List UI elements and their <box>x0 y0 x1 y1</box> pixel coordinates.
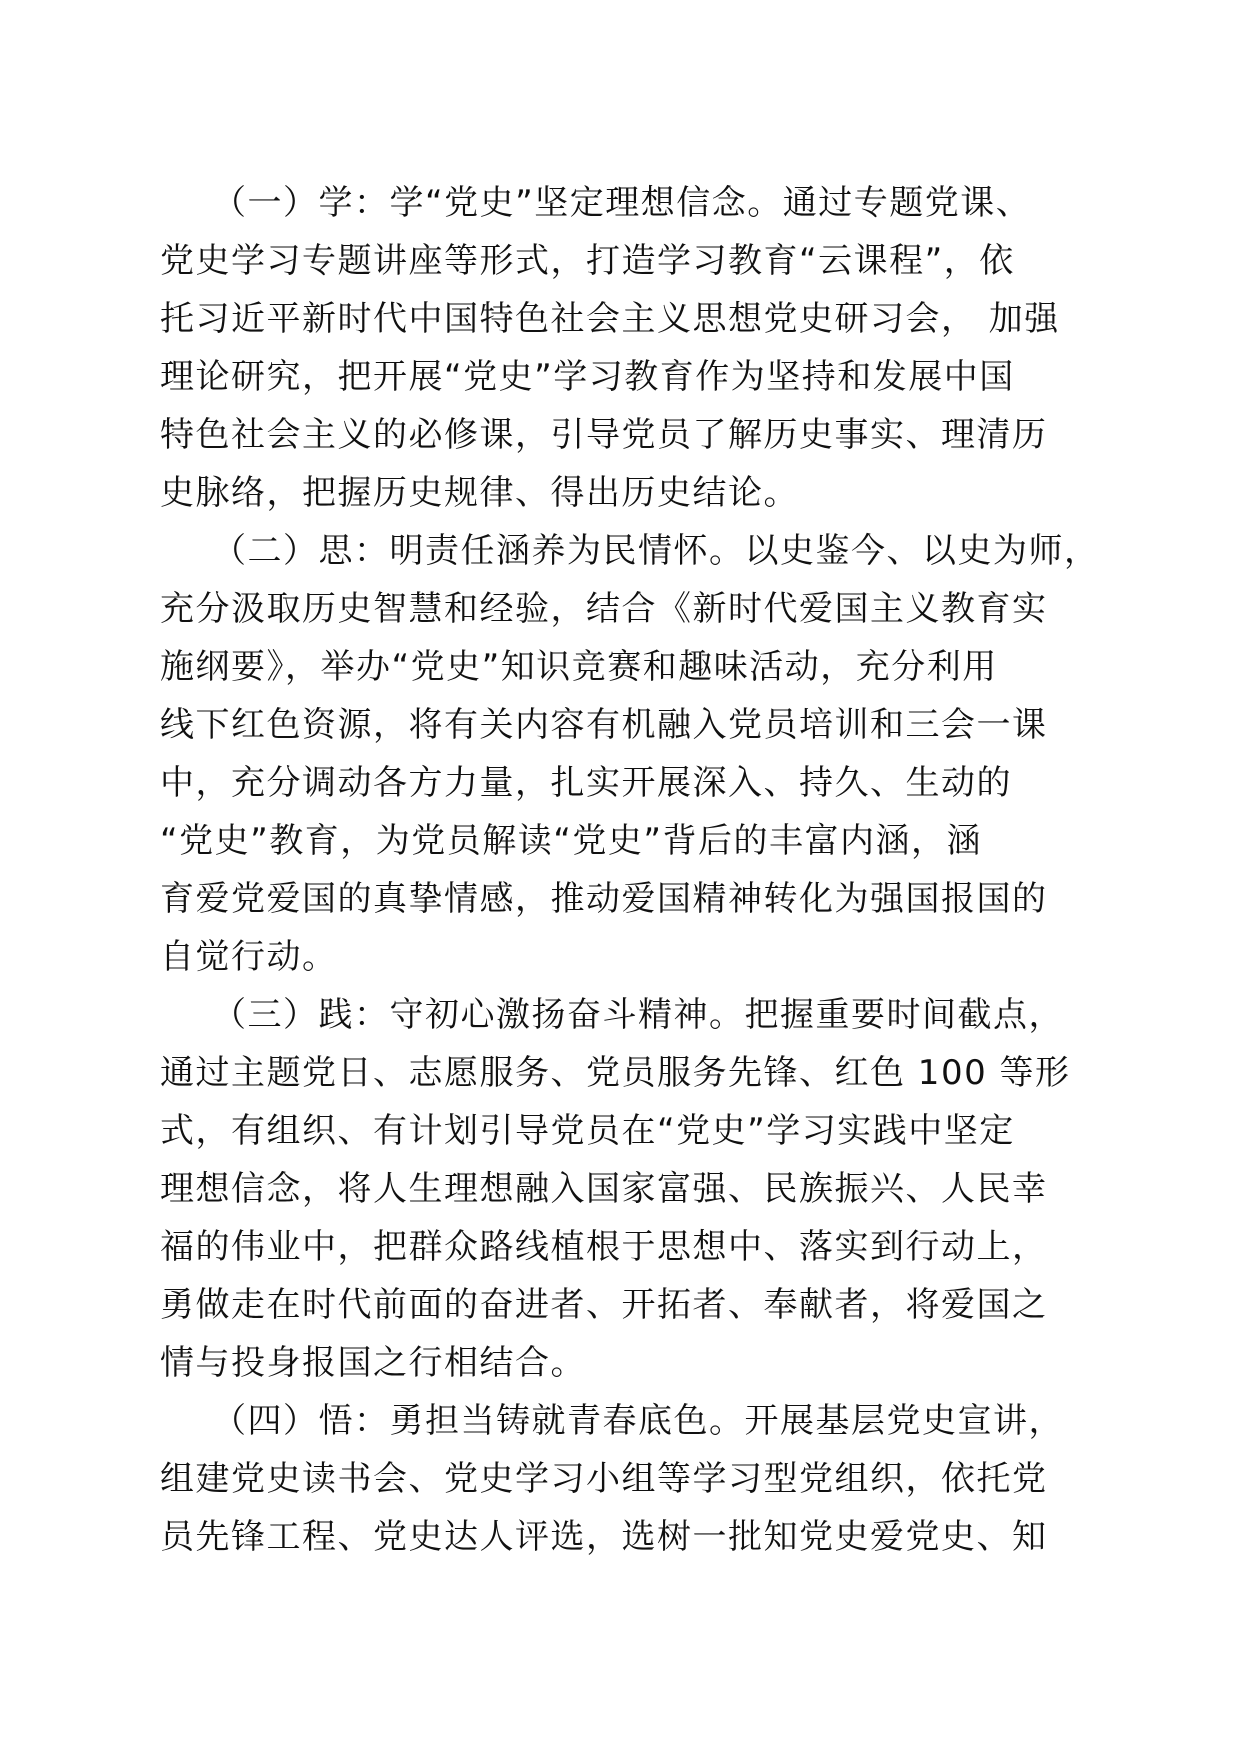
text-line: 史脉络，把握历史规律、得出历史结论。 <box>160 473 799 513</box>
text-line: 员先锋工程、党史达人评选，选树一批知党史爱党史、知 <box>160 1517 1048 1557</box>
text-line: 理论研究，把开展“党史”学习教育作为坚持和发展中国 <box>160 357 1015 397</box>
text-line: 式，有组织、有计划引导党员在“党史”学习实践中坚定 <box>160 1111 1015 1151</box>
text-line: 勇做走在时代前面的奋进者、开拓者、奉献者，将爱国之 <box>160 1285 1048 1325</box>
text-line: 线下红色资源，将有关内容有机融入党员培训和三会一课 <box>160 705 1048 745</box>
text-line: 托习近平新时代中国特色社会主义思想党史研习会， 加强 <box>160 299 1060 339</box>
text-line: 特色社会主义的必修课，引导党员了解历史事实、理清历 <box>160 415 1048 455</box>
text-line: 自觉行动。 <box>160 937 338 977</box>
text-line: 理想信念，将人生理想融入国家富强、民族振兴、人民幸 <box>160 1169 1048 1209</box>
text-line: （二）思：明责任涵养为民情怀。以史鉴今、以史为师， <box>212 531 1100 571</box>
text-line: （三）践：守初心激扬奋斗精神。把握重要时间截点， <box>212 995 1064 1035</box>
body-text <box>160 174 1100 1566</box>
text-line: 育爱党爱国的真挚情感，推动爱国精神转化为强国报国的 <box>160 879 1048 919</box>
text-line: 情与投身报国之行相结合。 <box>160 1343 586 1383</box>
text-line: （一）学：学“党史”坚定理想信念。通过专题党课、 <box>212 183 1032 223</box>
text-line: 通过主题党日、志愿服务、党员服务先锋、红色 100 等形 <box>160 1053 1071 1093</box>
text-line: 党史学习专题讲座等形式，打造学习教育“云课程”，依 <box>160 241 1015 281</box>
text-line: 中，充分调动各方力量，扎实开展深入、持久、生动的 <box>160 763 1012 803</box>
text-line: 充分汲取历史智慧和经验，结合《新时代爱国主义教育实 <box>160 589 1048 629</box>
text-line: （四）悟：勇担当铸就青春底色。开展基层党史宣讲， <box>212 1401 1064 1441</box>
text-line: 施纲要》，举办“党史”知识竞赛和趣味活动，充分利用 <box>160 647 998 687</box>
text-line: 组建党史读书会、党史学习小组等学习型党组织，依托党 <box>160 1459 1048 1499</box>
text-line: “党史”教育，为党员解读“党史”背后的丰富内涵，涵 <box>160 821 982 861</box>
text-line: 福的伟业中，把群众路线植根于思想中、落实到行动上， <box>160 1227 1048 1267</box>
